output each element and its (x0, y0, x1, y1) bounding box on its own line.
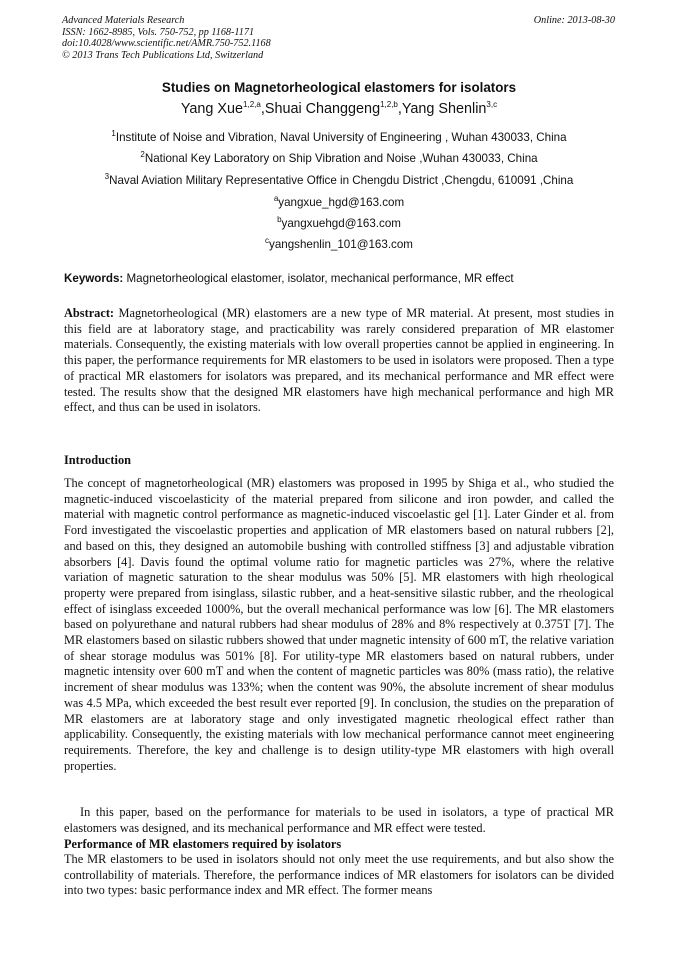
email-sup: b (277, 215, 282, 225)
author-name: Yang Shenlin (401, 101, 487, 117)
keywords (64, 272, 624, 285)
introduction-paragraph: In this paper, based on the performance for materials to be used in isolators, a type of practical MR elastomers was designed, and its mechanical performance and MR effect were tested. (64, 805, 614, 835)
doi-line: doi:10.4028/www.scientific.net/AMR.750-752.1168 (62, 38, 271, 49)
online-date: Online: 2013-08-30 (533, 15, 615, 26)
section-heading-performance: Performance of MR elastomers required by isolators (64, 837, 342, 851)
affiliation-sup: 3 (104, 172, 110, 182)
abstract-text: Magnetorheological (MR) elastomers are a new type of MR material. At present, most studies in this field are at laboratory stage, and practicability was rarely considered preparation of MR elastomer materials. Consequently, the existing materials with low overall properties cannot be applied in engineering. In this paper, the performance requirements for MR elastomers to be used in isolators were proposed. Then a type of practical MR elastomers for isolators was prepared, and its mechanical performance and MR effect were tested. The results show that the designed MR elastomers have high mechanical performance and high MR effect, and thus can be used in isolators. (64, 306, 614, 415)
introduction-paragraph: The concept of magnetorheological (MR) elastomers was proposed in 1995 by Shiga et al., who studied the magnetic-induced viscoelasticity of the material prepared from silicone and iron powder, and called the material with magnetic control performance as magnetic-induced viscoelastic gel [1]. Later Ginder et al. from Ford investigated the viscoelastic properties and application of MR elastomers based on natural rubbers [2], and based on this, they designed an automobile bushing with controlled stiffness [3] and adjustable vibration absorbers [4]. Davis found the optimal volume ratio for magnetic particles was 27%, where the relative variation of magnetic saturation to the shear modulus was 50% [5]. MR elastomers with high rheological property were prepared from isinglass, silastic rubber, and a heat-sensitive silastic rubber, and the rheological effect of isinglass exceeded 1000%, but the overall mechanical performance was low [6]. The MR elastomers based on polyurethane and natural rubbers had shear modulus of 28% and 8% respectively at 0.375T [7]. The MR elastomers based on silastic rubbers showed that under magnetic intensity of 600 mT, the relative variation of shear storage modulus was 501% [8]. For utility-type MR elastomers based on natural rubbers, under magnetic intensity over 600 mT and when the content of magnetic particles was 80% (mass ratio), the relative increment of shear modulus was 133%; when the content was 90%, the absolute increment of shear modulus was 4.5 MPa, which exceeded the best result ever reported [9]. In conclusion, the studies on the preparation of MR elastomers are at laboratory stage and only investigated magnetic rheological effect rather than applicability. Consequently, the existing materials with low mechanical performance cannot meet engineering requirements. Therefore, the key and challenge is to design utility-type MR elastomers with high overall properties. (64, 476, 614, 773)
section-paragraph: The MR elastomers to be used in isolators should not only meet the use requirements, and but also show the controllability of materials. Therefore, the performance indices of MR elastomers for isolators can be divided into two types: basic performance index and MR effect. The former means (64, 852, 614, 898)
keywords-label: Keywords: (64, 272, 124, 285)
issn-line: ISSN: 1662-8985, Vols. 750-752, pp 1168-1171 (62, 26, 255, 38)
affiliation-text: Institute of Noise and Vibration, Naval University of Engineering , Wuhan 430033, China (115, 131, 567, 144)
affiliation-sup: 2 (140, 150, 145, 160)
author-sup: 1,2,a (243, 100, 261, 110)
author-name: Yang Xue (180, 101, 244, 117)
journal-header (62, 15, 271, 61)
email-address (0, 217, 678, 230)
email-sup: c (265, 236, 270, 246)
journal-name: Advanced Materials Research (62, 15, 185, 26)
email-text: yangshenlin_101@163.com (269, 238, 413, 251)
paper-title: Studies on Magnetorheological elastomers for isolators (161, 80, 517, 95)
email-text: yangxuehgd@163.com (281, 217, 401, 230)
section-heading-introduction: Introduction (64, 453, 131, 467)
affiliation-text: Naval Aviation Military Representative Office in Chengdu District ,Chengdu, 610091 ,China (109, 174, 574, 187)
email-address (0, 196, 678, 209)
author-sup: 1,2,b (380, 100, 398, 110)
email-text: yangxue_hgd@163.com (278, 196, 405, 209)
copyright-line: © 2013 Trans Tech Publications Ltd, Switzerland (62, 49, 264, 61)
affiliation-text: National Key Laboratory on Ship Vibration and Noise ,Wuhan 430033, China (144, 152, 538, 165)
affiliation (0, 174, 678, 187)
affiliation (0, 152, 678, 165)
affiliation-sup: 1 (111, 129, 116, 139)
author-name: Shuai Changgeng (264, 101, 381, 117)
author-sup: 3,c (486, 100, 498, 110)
abstract-label: Abstract: (64, 306, 115, 320)
abstract (64, 306, 614, 416)
email-address (0, 238, 678, 251)
keywords-text: Magnetorheological elastomer, isolator, mechanical performance, MR effect (126, 272, 514, 285)
affiliation (0, 131, 678, 144)
author-list: Yang Xue$^{1,2,a}$,Shuai Changgeng$^{1,2,b}$,Yang Shenlin$^{3,c}$ (180, 100, 498, 117)
email-sup: a (273, 194, 279, 204)
